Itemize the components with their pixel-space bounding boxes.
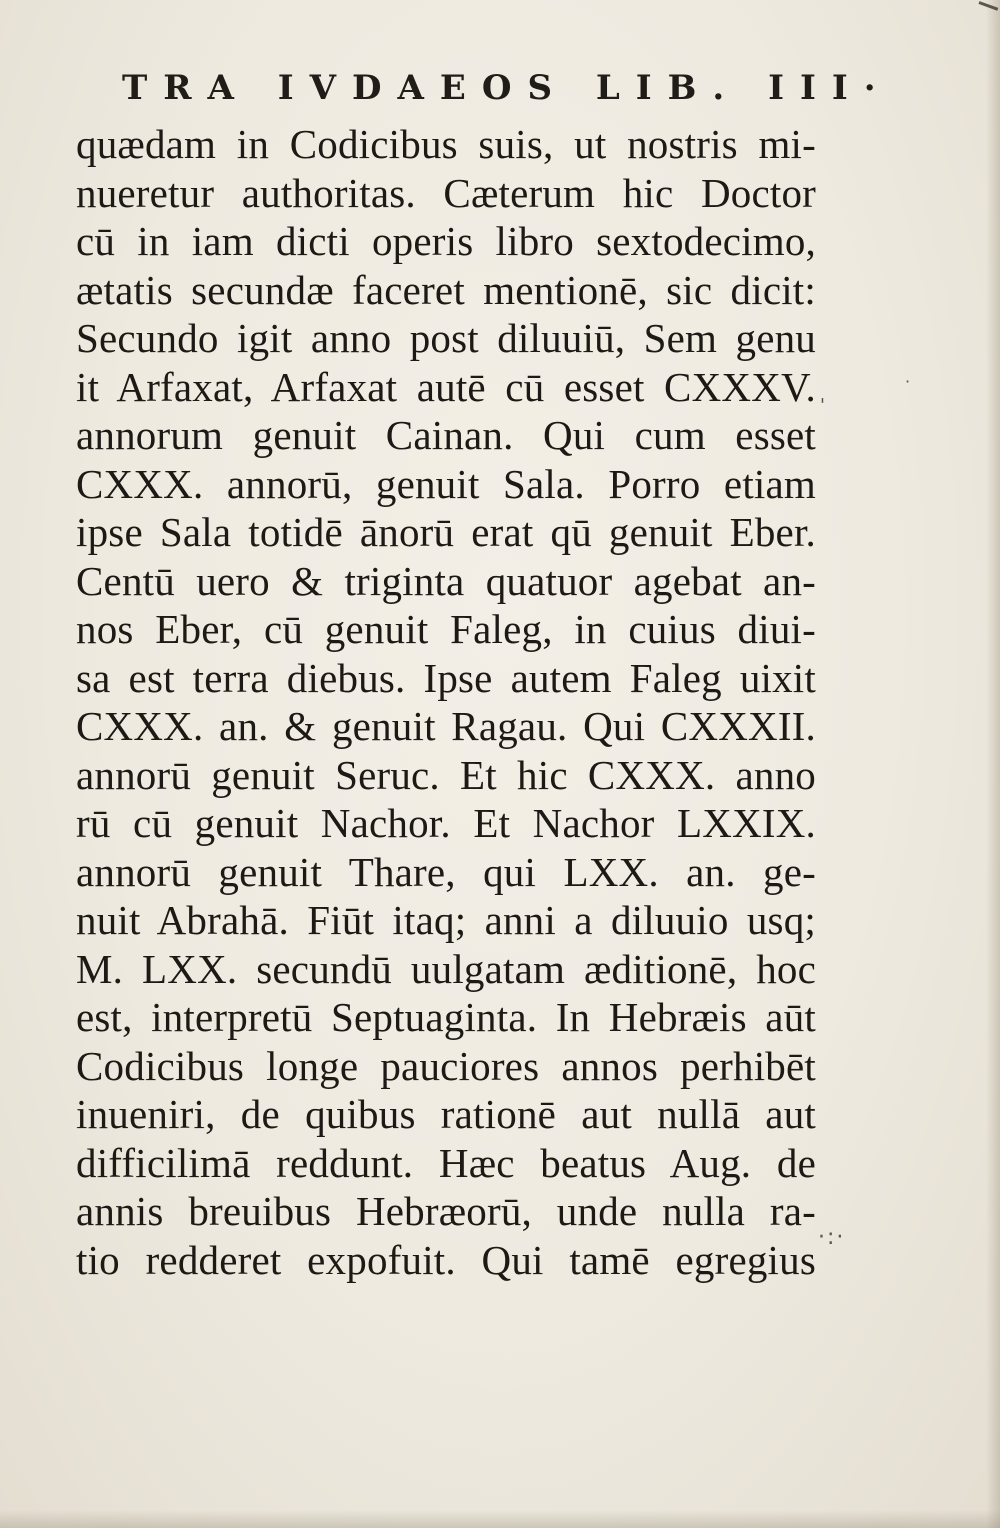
page-edge-shadow — [986, 0, 1000, 1528]
text-line: CXXX. an. & genuit Ragau. Qui CXXXII. — [76, 703, 816, 749]
running-head: TRA IVDAEOS LIB. III· — [122, 68, 892, 108]
text-line: nos Eber, cū genuit Faleg, in cuius diui‐ — [76, 606, 816, 652]
text-line: nueretur authoritas. Cæterum hic Doctor — [76, 169, 816, 216]
text-line: ætatis secundæ faceret mentionē, sic dicit: — [76, 266, 816, 313]
page-bottom-shadow — [0, 1510, 1000, 1528]
text-line: it Arfaxat, Arfaxat autē cū esset CXXXV. — [76, 363, 816, 410]
text-line: inueniri, de quibus rationē aut nullā aut — [76, 1091, 816, 1137]
text-line: cū in iam dicti operis libro sextodecimo, — [76, 218, 816, 264]
text-line: annis breuibus Hebræorū, unde nulla ra‐ — [76, 1188, 816, 1234]
text-line: Centū uero & triginta quatuor agebat an‐ — [76, 557, 816, 604]
body-text — [76, 120, 816, 1284]
ink-speck: ·:· — [818, 1225, 846, 1250]
text-line: rū cū genuit Nachor. Et Nachor LXXIX. — [76, 800, 816, 846]
text-line: annorū genuit Seruc. Et hic CXXX. anno — [76, 751, 816, 798]
text-line: nuit Abrahā. Fiūt itaq; anni a diluuio usq; — [76, 897, 816, 943]
ink-speck: ' — [820, 395, 825, 416]
text-line: annorū genuit Thare, qui LXX. an. ge‐ — [76, 848, 816, 895]
text-line: est, interpretū Septuaginta. In Hebræis aūt — [76, 994, 816, 1040]
text-line: Codicibus longe pauciores annos perhibēt — [76, 1042, 816, 1089]
text-line: difficilimā reddunt. Hæc beatus Aug. de — [76, 1139, 816, 1186]
ink-speck: · — [905, 372, 911, 391]
text-line: Secundo igit anno post diluuiū, Sem genu — [76, 315, 816, 361]
text-line: tio redderet expofuit. Qui tamē egregius — [76, 1236, 816, 1283]
text-line: M. LXX. secundū uulgatam æditionē, hoc — [76, 945, 816, 992]
text-line: ipse Sala totidē ānorū erat qū genuit Eber. — [76, 509, 816, 555]
text-line: CXXX. annorū, genuit Sala. Porro etiam — [76, 460, 816, 507]
text-line: quædam in Codicibus suis, ut nostris mi‐ — [76, 121, 816, 167]
text-line: annorum genuit Cainan. Qui cum esset — [76, 412, 816, 458]
text-line: sa est terra diebus. Ipse autem Faleg uixit — [76, 654, 816, 701]
